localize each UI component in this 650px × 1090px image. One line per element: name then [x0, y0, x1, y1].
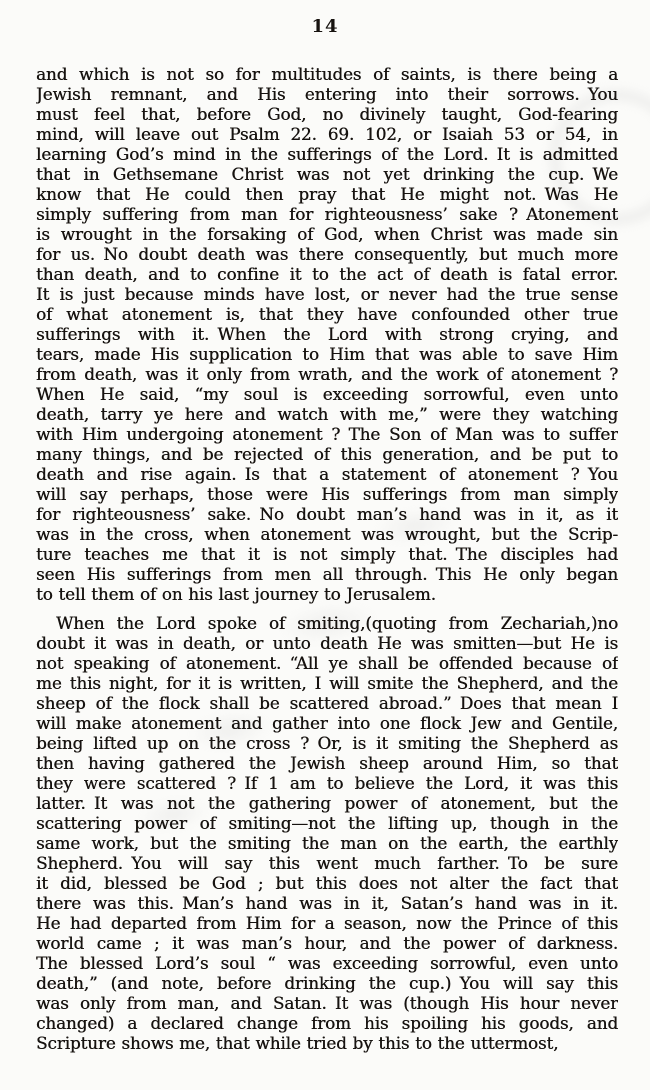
text-line: me this night, for it is written, I will smite the Shepherd, and the — [36, 673, 618, 693]
text-line: death, tarry ye here and watch with me,” were they watching — [36, 404, 618, 424]
text-line: to tell them of on his last journey to Jerusalem. — [36, 584, 436, 604]
text-line: seen His sufferings from men all through. This He only began — [36, 564, 618, 584]
text-line: When He said, “my soul is exceeding sorrowful, even unto — [36, 384, 618, 404]
text-line: know that He could then pray that He might not. Was He — [36, 184, 618, 204]
text-line: scattering power of smiting—not the lifting up, though in the — [36, 813, 618, 833]
text-line: When the Lord spoke of smiting,(quoting from Zechariah,)no — [56, 613, 618, 633]
text-line: being lifted up on the cross ? Or, is it smiting the Shepherd as — [36, 733, 618, 753]
text-line: than death, and to confine it to the act of death is fatal error. — [36, 264, 618, 284]
text-line: same work, but the smiting the man on the earth, the earthly — [36, 833, 618, 853]
text-line: will make atonement and gather into one flock Jew and Gentile, — [36, 713, 618, 733]
text-line: was only from man, and Satan. It was (though His hour never — [36, 993, 618, 1013]
text-line: many things, and be rejected of this generation, and be put to — [36, 444, 618, 464]
page-number: 14 — [311, 16, 339, 37]
text-line: Shepherd. You will say this went much farther. To be sure — [36, 853, 618, 873]
text-line: changed) a declared change from his spoiling his goods, and — [36, 1013, 618, 1033]
text-line: will say perhaps, those were His sufferings from man simply — [36, 484, 618, 504]
text-body — [36, 64, 618, 1053]
text-line: then having gathered the Jewish sheep around Him, so that — [36, 753, 618, 773]
text-line: The blessed Lord’s soul “ was exceeding sorrowful, even unto — [36, 953, 618, 973]
text-line: doubt it was in death, or unto death He was smitten—but He is — [36, 633, 618, 653]
text-line: for righteousness’ sake. No doubt man’s hand was in it, as it — [36, 504, 618, 524]
paragraph — [36, 613, 618, 1053]
text-line: death and rise again. Is that a statement of atonement ? You — [36, 464, 618, 484]
text-line: it did, blessed be God ; but this does not alter the fact that — [36, 873, 618, 893]
text-line: sheep of the flock shall be scattered abroad.” Does that mean I — [36, 693, 618, 713]
text-line: simply suffering from man for righteousness’ sake ? Atonement — [36, 204, 618, 224]
text-line: they were scattered ? If 1 am to believe the Lord, it was this — [36, 773, 618, 793]
text-line: was in the cross, when atonement was wrought, but the Scrip- — [36, 524, 618, 544]
paragraph — [36, 64, 618, 604]
text-line: mind, will leave out Psalm 22. 69. 102, or Isaiah 53 or 54, in — [36, 124, 618, 144]
text-line: world came ; it was man’s hour, and the power of darkness. — [36, 933, 618, 953]
text-line: for us. No doubt death was there consequently, but much more — [36, 244, 618, 264]
text-line: tears, made His supplication to Him that was able to save Him — [36, 344, 618, 364]
text-line: latter. It was not the gathering power of atonement, but the — [36, 793, 618, 813]
text-line: there was this. Man’s hand was in it, Satan’s hand was in it. — [36, 893, 618, 913]
text-line: learning God’s mind in the sufferings of the Lord. It is admitted — [36, 144, 618, 164]
text-line: It is just because minds have lost, or never had the true sense — [36, 284, 618, 304]
text-line: Scripture shows me, that while tried by this to the uttermost, — [36, 1033, 559, 1053]
text-line: and which is not so for multitudes of saints, is there being a — [36, 64, 618, 84]
text-line: Jewish remnant, and His entering into their sorrows. You — [36, 84, 618, 104]
text-line: is wrought in the forsaking of God, when Christ was made sin — [36, 224, 618, 244]
text-line: death,” (and note, before drinking the cup.) You will say this — [36, 973, 618, 993]
text-line: must feel that, before God, no divinely taught, God-fearing — [36, 104, 618, 124]
text-line: sufferings with it. When the Lord with strong crying, and — [36, 324, 618, 344]
text-line: He had departed from Him for a season, now the Prince of this — [36, 913, 618, 933]
text-line: with Him undergoing atonement ? The Son of Man was to suffer — [36, 424, 618, 444]
text-line: not speaking of atonement. “All ye shall be offended because of — [36, 653, 618, 673]
text-line: that in Gethsemane Christ was not yet drinking the cup. We — [36, 164, 618, 184]
text-line: from death, was it only from wrath, and the work of atonement ? — [36, 364, 618, 384]
text-line: of what atonement is, that they have confounded other true — [36, 304, 618, 324]
text-line: ture teaches me that it is not simply that. The disciples had — [36, 544, 618, 564]
